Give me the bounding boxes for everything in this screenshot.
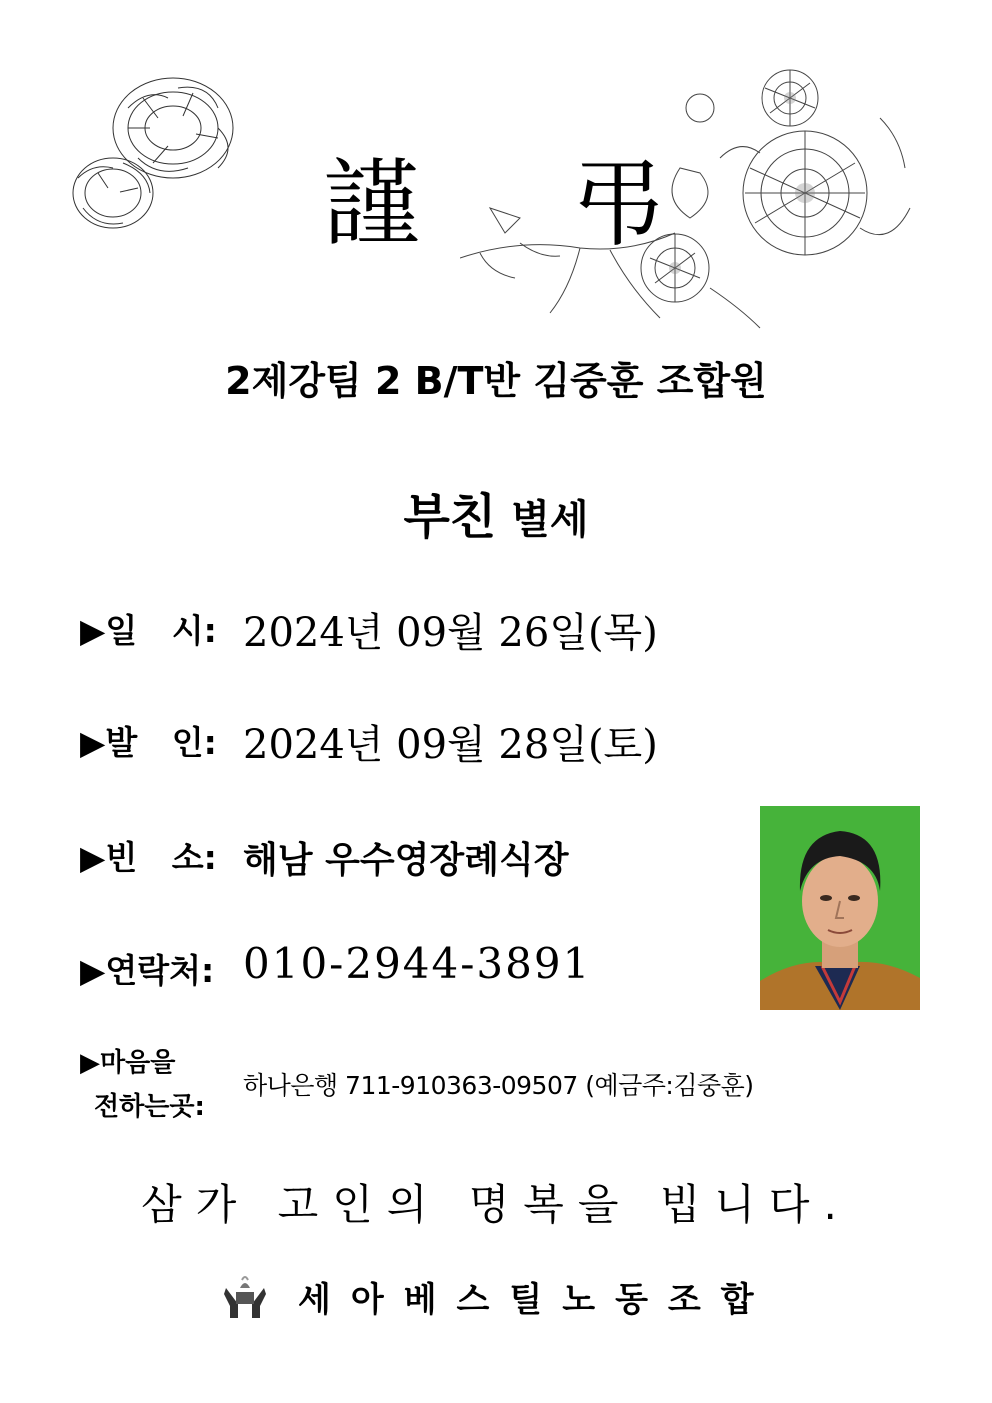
title-char-1: 謹	[323, 148, 419, 260]
hands-holding-icon	[222, 1274, 268, 1320]
union-name: 세아베스틸노동조합	[298, 1280, 774, 1320]
chrysanthemum-left-illustration	[68, 68, 243, 233]
portrait-photo	[760, 806, 920, 1010]
detail-label: ▶연락처:	[80, 951, 215, 990]
union-footer	[0, 1272, 992, 1322]
portrait-image	[760, 806, 920, 1010]
title-char-2: 弔	[570, 148, 666, 260]
detail-label: ▶발 인:	[80, 723, 217, 762]
detail-value: 2024년 09월 28일(토)	[243, 722, 658, 768]
detail-value: 2024년 09월 26일(목)	[243, 610, 658, 656]
closing-message: 삼가 고인의 명복을 빕니다.	[141, 1180, 851, 1229]
donation-label-line1: ▶마음을	[80, 1048, 176, 1078]
detail-value: 010-2944-3891	[243, 939, 592, 988]
donation-label-line2: 전하는곳:	[94, 1092, 205, 1122]
detail-value: 해남 우수영장례식장	[243, 840, 569, 881]
chrysanthemum-right-illustration	[460, 58, 915, 330]
member-line: 2제강팀 2 B/T반 김중훈 조합원	[225, 359, 767, 403]
relation-text: 부친	[403, 489, 497, 545]
deceased-line	[0, 478, 992, 547]
donation-account: 하나은행 711-910363-09507 (예금주:김중훈)	[243, 1071, 754, 1100]
detail-label: ▶일 시:	[80, 611, 217, 650]
passing-text: 별세	[511, 497, 589, 543]
detail-label: ▶빈 소:	[80, 838, 217, 877]
